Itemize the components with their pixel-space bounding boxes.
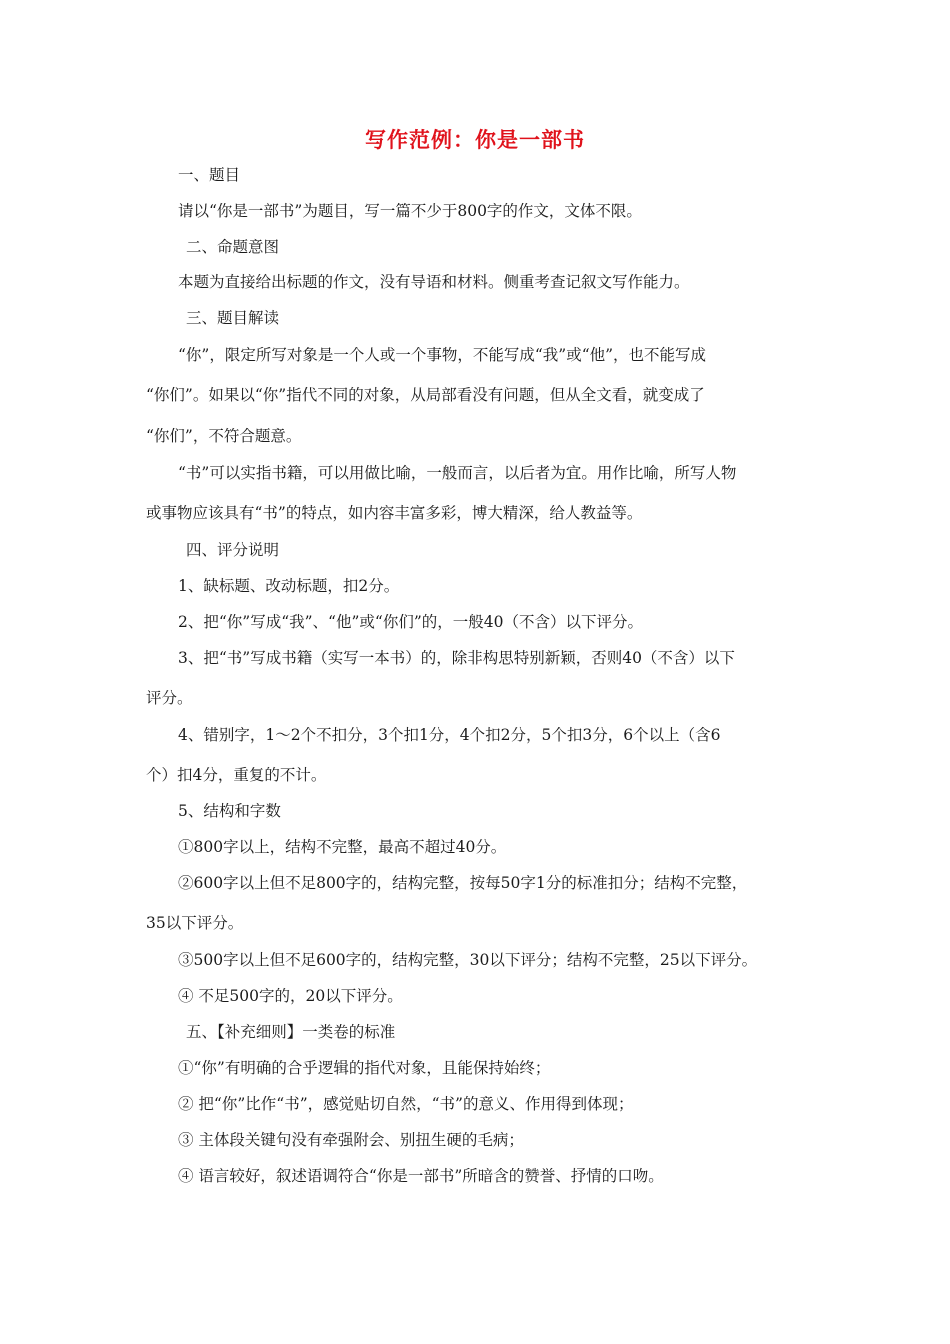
- list-item-continued: 评分。: [146, 689, 193, 707]
- paragraph-line: 本题为直接给出标题的作文，没有导语和材料。侧重考查记叙文写作能力。: [178, 273, 690, 291]
- list-item: ①800字以上，结构不完整，最高不超过40分。: [178, 838, 507, 856]
- list-item: ④ 不足500字的，20以下评分。: [178, 987, 403, 1005]
- list-item-continued: 35以下评分。: [146, 914, 244, 932]
- heading-interpretation: 三、题目解读: [186, 309, 280, 327]
- list-item: ①“你”有明确的合乎逻辑的指代对象，且能保持始终；: [178, 1059, 551, 1077]
- list-item: 4、错别字，1～2个不扣分，3个扣1分，4个扣2分，5个扣3分，6个以上（含6: [178, 726, 721, 744]
- list-item: 5、结构和字数: [178, 802, 281, 820]
- list-item: 2、把“你”写成“我”、“他”或“你们”的，一般40（不含）以下评分。: [178, 613, 643, 631]
- heading-intent: 二、命题意图: [186, 238, 280, 256]
- list-item: ② 把“你”比作“书”，感觉贴切自然，“书”的意义、作用得到体现；: [178, 1095, 634, 1113]
- list-item-continued: 个）扣4分，重复的不计。: [146, 766, 327, 784]
- paragraph-line: “书”可以实指书籍，可以用做比喻，一般而言，以后者为宜。用作比喻，所写人物: [178, 464, 737, 482]
- heading-topic: 一、题目: [178, 166, 241, 184]
- paragraph-line: “你们”。如果以“你”指代不同的对象，从局部看没有问题，但从全文看，就变成了: [146, 386, 705, 404]
- list-item: ③500字以上但不足600字的，结构完整，30以下评分；结构不完整，25以下评分。: [178, 951, 758, 969]
- paragraph-line: “你”，限定所写对象是一个人或一个事物，不能写成“我”或“他”，也不能写成: [178, 346, 707, 364]
- list-item: ④ 语言较好，叙述语调符合“你是一部书”所暗含的赞誉、抒情的口吻。: [178, 1167, 664, 1185]
- list-item: ③ 主体段关键句没有牵强附会、别扭生硬的毛病；: [178, 1131, 524, 1149]
- list-item: 1、缺标题、改动标题，扣2分。: [178, 577, 400, 595]
- paragraph-line: 或事物应该具有“书”的特点，如内容丰富多彩，博大精深，给人教益等。: [146, 504, 643, 522]
- heading-scoring: 四、评分说明: [186, 541, 280, 559]
- paragraph-line: “你们”，不符合题意。: [146, 427, 302, 445]
- paragraph-line: 请以“你是一部书”为题目，写一篇不少于800字的作文，文体不限。: [178, 202, 642, 220]
- heading-supplement: 五、【补充细则】一类卷的标准: [186, 1023, 396, 1041]
- list-item: ②600字以上但不足800字的，结构完整，按每50字1分的标准扣分；结构不完整，: [178, 874, 748, 892]
- document-title: 写作范例：你是一部书: [365, 128, 585, 152]
- list-item: 3、把“书”写成书籍（实写一本书）的，除非构思特别新颖，否则40（不含）以下: [178, 649, 735, 667]
